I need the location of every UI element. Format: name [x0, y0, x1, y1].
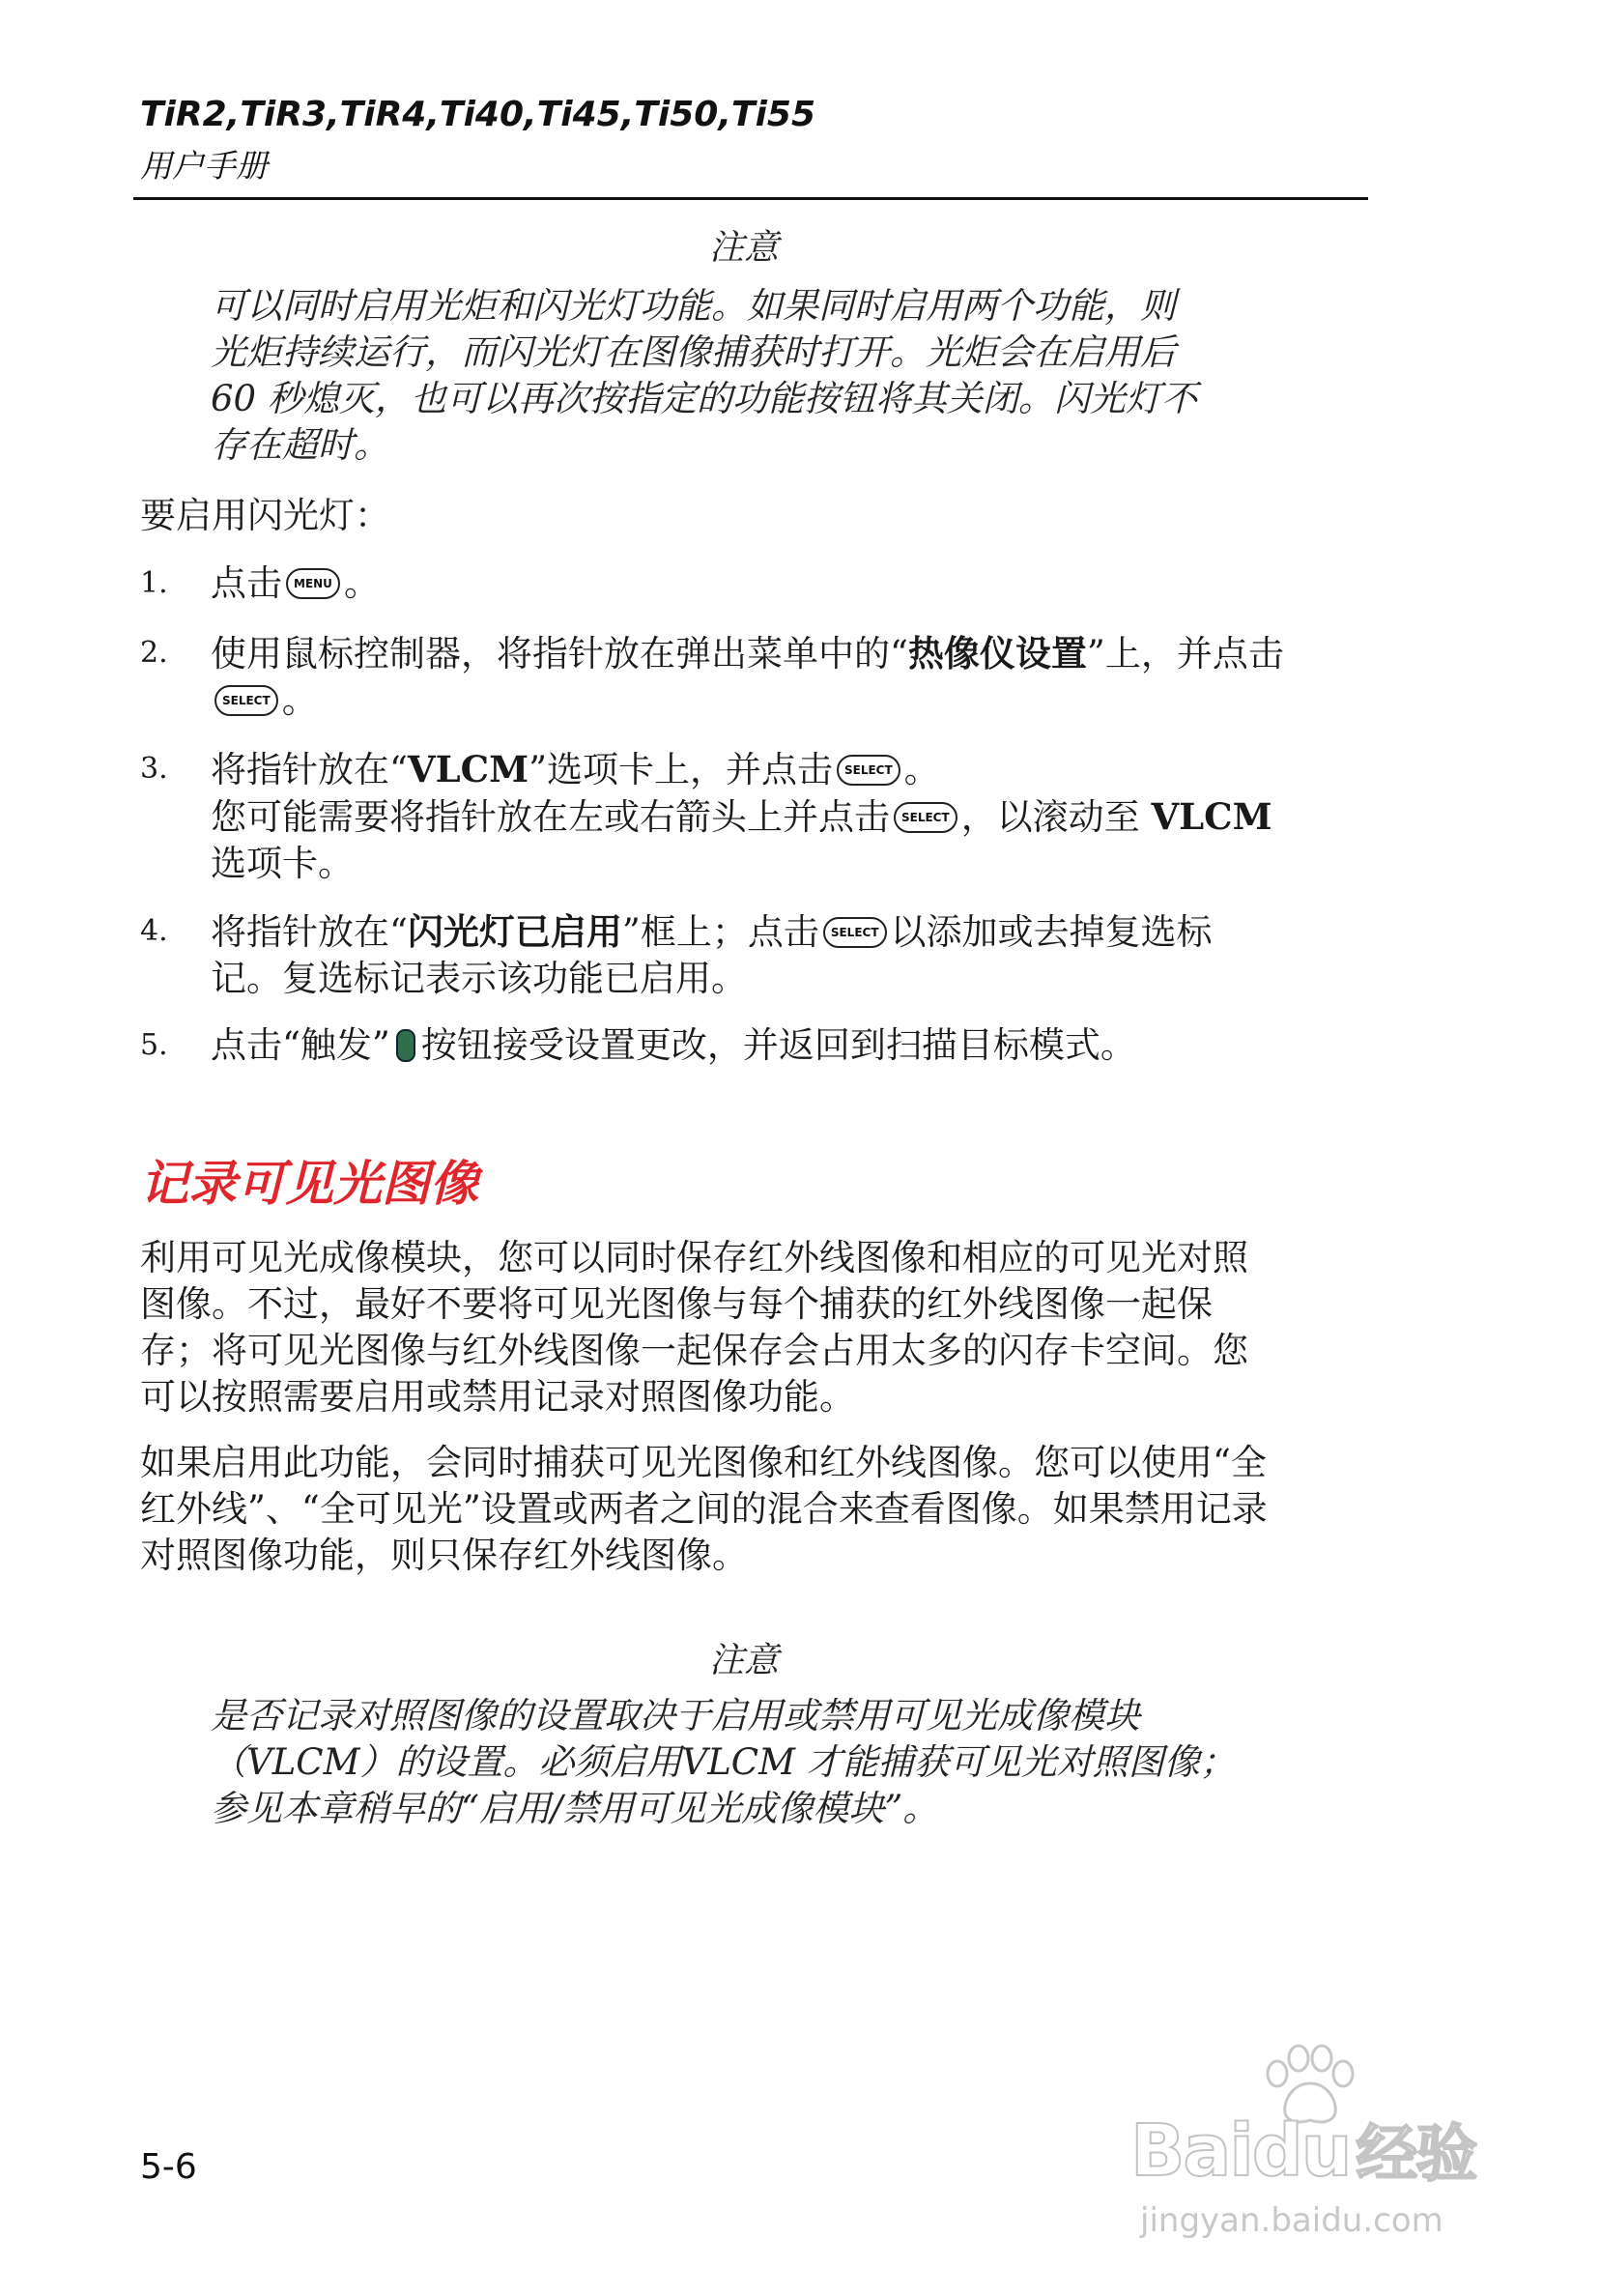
step-2: [140, 630, 1377, 724]
paragraph-line: 可以按照需要启用或禁用记录对照图像功能。: [140, 1376, 855, 1418]
section-paragraph-1: [140, 1235, 1377, 1421]
select-key-icon: SELECT: [894, 802, 957, 833]
step-number: 3.: [140, 752, 168, 786]
page-number: 5-6: [140, 2147, 197, 2187]
note-line: 可以同时启用光炬和闪光灯功能。如果同时启用两个功能，则: [211, 285, 1176, 327]
note-line: 参见本章稍早的“启用/禁用可见光成像模块”。: [211, 1788, 939, 1829]
watermark-logo-part: 经验: [1356, 2119, 1476, 2191]
step-text: 将指针放在“: [211, 749, 408, 790]
step-4: [140, 908, 1377, 1002]
paragraph-line: 如果启用此功能，会同时捕获可见光图像和红外线图像。您可以使用“全: [140, 1442, 1267, 1483]
note-line: （VLCM）的设置。必须启用VLCM 才能捕获可见光对照图像；: [211, 1741, 1236, 1783]
step-text: ，以滚动至: [960, 796, 1152, 838]
step-number: 4.: [140, 914, 168, 948]
step-1: [140, 560, 1377, 607]
note-body: [211, 1693, 1302, 1832]
trigger-button-icon: [396, 1029, 415, 1062]
document-header-manual: 用户手册: [140, 147, 268, 185]
select-key-icon: SELECT: [837, 755, 900, 786]
watermark-logo-part: du: [1251, 2109, 1351, 2193]
section-paragraph-2: [140, 1440, 1377, 1579]
watermark-url: jingyan.baidu.com: [1140, 2201, 1443, 2240]
select-key-icon: SELECT: [214, 685, 278, 716]
procedure-intro: 要启用闪光灯：: [140, 495, 390, 536]
note-title: 注意: [709, 1641, 780, 1680]
step-text: 点击“触发”: [211, 1024, 390, 1066]
option-name-flash-enabled: 闪光灯已启用: [407, 910, 622, 953]
document-header-models: TiR2,TiR3,TiR4,Ti40,Ti45,Ti50,Ti55: [140, 95, 816, 134]
step-text: 按钮接受设置更改，并返回到扫描目标模式。: [420, 1024, 1136, 1066]
step-text: 记。复选标记表示该功能已启用。: [211, 958, 747, 999]
note-line: 存在超时。: [211, 424, 389, 466]
step-number: 1.: [140, 566, 168, 600]
step-text: 将指针放在“: [211, 911, 408, 953]
step-5: [140, 1022, 1377, 1069]
step-text: ”选项卡上，并点击: [529, 749, 833, 790]
step-text: ”上，并点击: [1086, 633, 1284, 674]
step-number: 2.: [140, 636, 168, 670]
step-text: 。: [281, 679, 318, 721]
select-key-icon: SELECT: [823, 917, 887, 948]
note-body: [211, 283, 1302, 469]
watermark-logo: [1130, 2105, 1475, 2194]
baidu-jingyan-watermark: [1130, 2049, 1517, 2281]
step-text: 。: [343, 562, 380, 604]
step-text: ”框上；点击: [621, 911, 819, 953]
step-text: 选项卡。: [211, 843, 354, 884]
step-text: 您可能需要将指针放在左或右箭头上并点击: [211, 796, 890, 838]
paragraph-line: 红外线”、“全可见光”设置或两者之间的混合来查看图像。如果禁用记录: [140, 1488, 1268, 1530]
step-text: 。: [903, 749, 940, 790]
paragraph-line: 对照图像功能，则只保存红外线图像。: [140, 1535, 748, 1576]
step-number: 5.: [140, 1028, 168, 1062]
watermark-logo-part: Bai: [1130, 2109, 1252, 2193]
paragraph-line: 图像。不过，最好不要将可见光图像与每个捕获的红外线图像一起保: [140, 1283, 1213, 1325]
note-line: 光炬持续运行，而闪光灯在图像捕获时打开。光炬会在启用后: [211, 331, 1176, 373]
note-title: 注意: [709, 228, 780, 268]
header-divider: [133, 197, 1368, 200]
step-text: 点击: [211, 562, 282, 604]
menu-key-icon: MENU: [286, 568, 340, 599]
tab-name-vlcm: VLCM: [407, 748, 529, 790]
note-line: 是否记录对照图像的设置取决于启用或禁用可见光成像模块: [211, 1695, 1140, 1736]
step-text: 以添加或去掉复选标: [890, 911, 1213, 953]
step-text: 使用鼠标控制器，将指针放在弹出菜单中的“: [211, 633, 908, 674]
tab-name-vlcm: VLCM: [1151, 795, 1272, 838]
paragraph-line: 存；将可见光图像与红外线图像一起保存会占用太多的闪存卡空间。您: [140, 1330, 1248, 1371]
step-3: [140, 746, 1377, 887]
note-line: 60 秒熄灭，也可以再次按指定的功能按钮将其关闭。闪光灯不: [211, 378, 1197, 419]
menu-name-camera-settings: 热像仪设置: [907, 632, 1087, 674]
section-heading: 记录可见光图像: [140, 1156, 478, 1212]
paragraph-line: 利用可见光成像模块，您可以同时保存红外线图像和相应的可见光对照: [140, 1237, 1248, 1278]
